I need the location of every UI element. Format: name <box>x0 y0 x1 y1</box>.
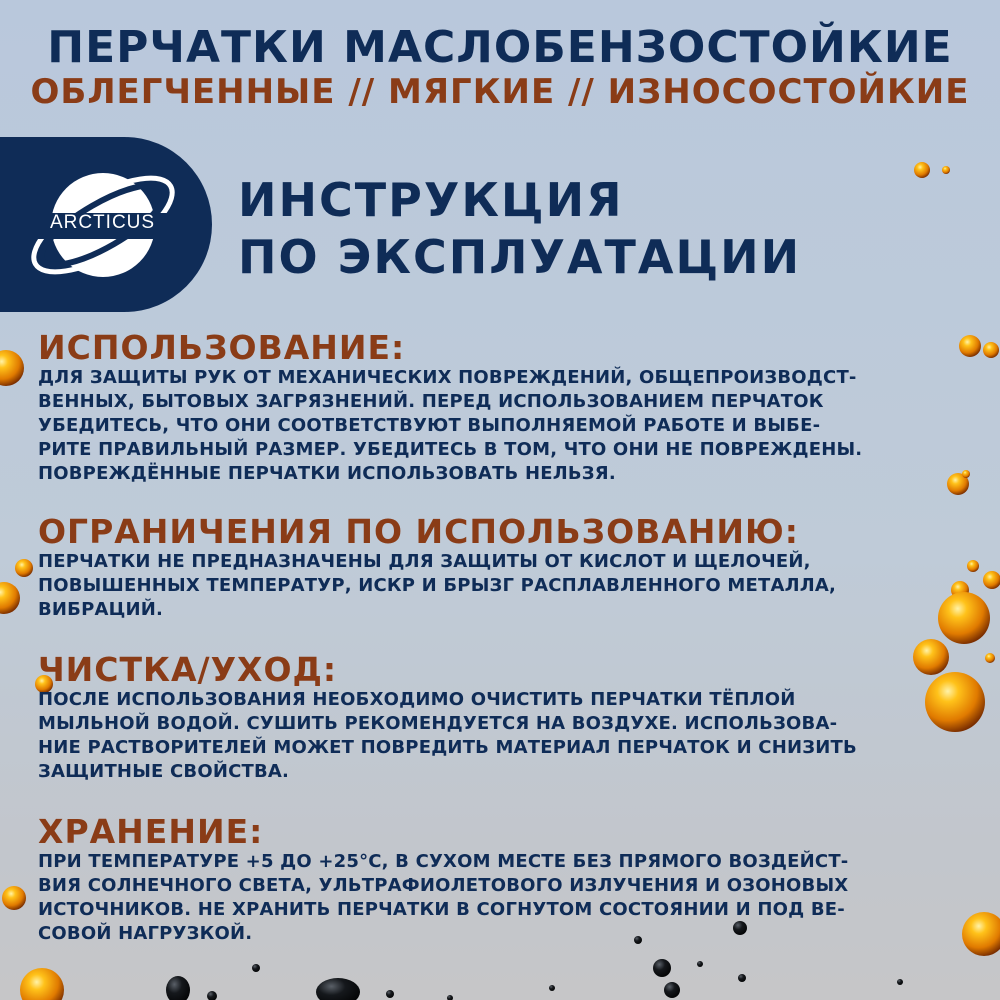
section-text-line: МЫЛЬНОЙ ВОДОЙ. СУШИТЬ РЕКОМЕНДУЕТСЯ НА ВОЗДУХЕ. ИСПОЛЬЗОВА- <box>38 713 838 734</box>
section-text-line: ПЕРЧАТКИ НЕ ПРЕДНАЗНАЧЕНЫ ДЛЯ ЗАЩИТЫ ОТ КИСЛОТ И ЩЕЛОЧЕЙ, <box>38 551 811 572</box>
section-text-line: РИТЕ ПРАВИЛЬНЫЙ РАЗМЕР. УБЕДИТЕСЬ В ТОМ, ЧТО ОНИ НЕ ПОВРЕЖДЕНЫ. <box>38 439 863 460</box>
section-text-line: УБЕДИТЕСЬ, ЧТО ОНИ СООТВЕТСТВУЮТ ВЫПОЛНЯЕМОЙ РАБОТЕ И ВЫБЕ- <box>38 415 821 436</box>
instruction-title-line2: ПО ЭКСПЛУАТАЦИИ <box>238 230 802 284</box>
section-text-line: НИЕ РАСТВОРИТЕЛЕЙ МОЖЕТ ПОВРЕДИТЬ МАТЕРИАЛ ПЕРЧАТОК И СНИЗИТЬ <box>38 737 857 758</box>
product-subtitle: ОБЛЕГЧЕННЫЕ // МЯГКИЕ // ИЗНОСОСТОЙКИЕ <box>30 72 970 112</box>
section-text-line: ВИЯ СОЛНЕЧНОГО СВЕТА, УЛЬТРАФИОЛЕТОВОГО ИЗЛУЧЕНИЯ И ОЗОНОВЫХ <box>38 875 849 896</box>
section-text-line: ИСТОЧНИКОВ. НЕ ХРАНИТЬ ПЕРЧАТКИ В СОГНУТОМ СОСТОЯНИИ И ПОД ВЕ- <box>38 899 845 920</box>
section-text-line: ВИБРАЦИЙ. <box>38 599 164 620</box>
instruction-title-line1: ИНСТРУКЦИЯ <box>238 173 624 227</box>
section-text-line: СОВОЙ НАГРУЗКОЙ. <box>38 923 253 944</box>
section-text-line: ЗАЩИТНЫЕ СВОЙСТВА. <box>38 761 290 782</box>
section-heading: ОГРАНИЧЕНИЯ ПО ИСПОЛЬЗОВАНИЮ: <box>38 512 799 551</box>
instruction-title <box>238 172 801 286</box>
product-title: ПЕРЧАТКИ МАСЛОБЕНЗОСТОЙКИЕ <box>47 22 953 73</box>
section-text-line: ДЛЯ ЗАЩИТЫ РУК ОТ МЕХАНИЧЕСКИХ ПОВРЕЖДЕНИЙ, ОБЩЕПРОИЗВОДСТ- <box>38 367 857 388</box>
section-text-line: ПОВЫШЕННЫХ ТЕМПЕРАТУР, ИСКР И БРЫЗГ РАСПЛАВЛЕННОГО МЕТАЛЛА, <box>38 575 837 596</box>
section-text-line: ПОСЛЕ ИСПОЛЬЗОВАНИЯ НЕОБХОДИМО ОЧИСТИТЬ ПЕРЧАТКИ ТЁПЛОЙ <box>38 689 796 710</box>
section-cleaning <box>38 652 973 784</box>
section-text-line: ПРИ ТЕМПЕРАТУРЕ +5 ДО +25°С, В СУХОМ МЕСТЕ БЕЗ ПРЯМОГО ВОЗДЕЙСТ- <box>38 851 849 872</box>
logo-text: ARCTICUS <box>49 212 156 233</box>
section-text-line: ВЕННЫХ, БЫТОВЫХ ЗАГРЯЗНЕНИЙ. ПЕРЕД ИСПОЛЬЗОВАНИЕМ ПЕРЧАТОК <box>38 391 824 412</box>
section-storage <box>38 814 973 946</box>
section-heading: ИСПОЛЬЗОВАНИЕ: <box>38 328 406 367</box>
section-usage <box>38 330 973 486</box>
section-text-line: ПОВРЕЖДЁННЫЕ ПЕРЧАТКИ ИСПОЛЬЗОВАТЬ НЕЛЬЗЯ. <box>38 463 616 484</box>
section-heading: ХРАНЕНИЕ: <box>38 812 264 851</box>
section-limitations <box>38 514 973 622</box>
section-heading: ЧИСТКА/УХОД: <box>38 650 338 689</box>
logo-badge <box>0 137 212 312</box>
